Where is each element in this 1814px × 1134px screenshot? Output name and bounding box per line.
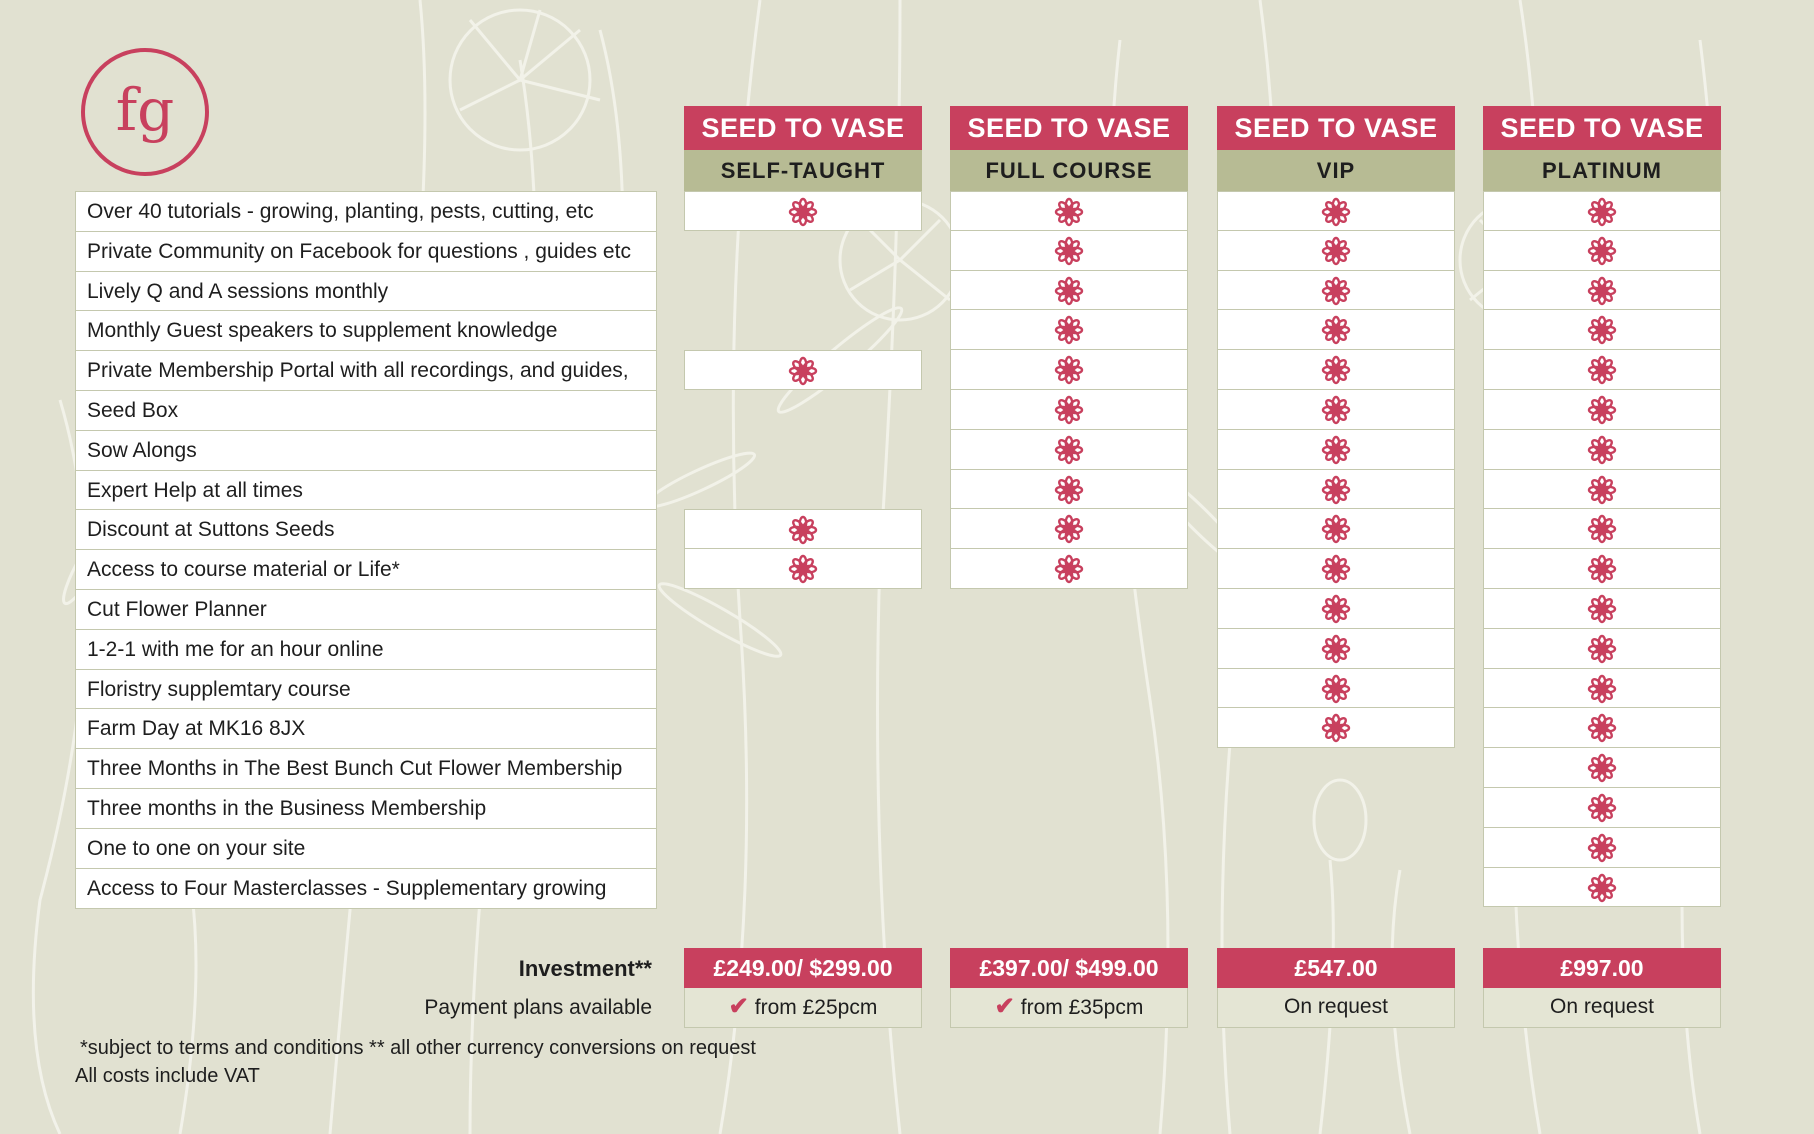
flower-icon <box>1054 355 1084 385</box>
included-cell <box>1483 629 1721 669</box>
flower-icon <box>1321 514 1351 544</box>
included-cell <box>1483 589 1721 629</box>
included-cell <box>950 430 1188 470</box>
flower-icon <box>1587 713 1617 743</box>
flower-icon <box>1587 475 1617 505</box>
payment-plans-label: Payment plans available <box>424 996 652 1019</box>
flower-icon <box>1321 634 1351 664</box>
included-cell <box>1217 549 1455 589</box>
flower-icon <box>1587 315 1617 345</box>
flower-icon <box>1054 475 1084 505</box>
flower-icon <box>1587 236 1617 266</box>
flower-icon <box>1587 594 1617 624</box>
flower-icon <box>1587 276 1617 306</box>
flower-icon <box>1587 395 1617 425</box>
feature-row: Cut Flower Planner <box>76 590 656 630</box>
flower-icon <box>1321 236 1351 266</box>
plan-price: £997.00 <box>1483 948 1721 988</box>
plan-payment-text: On request <box>1550 995 1654 1018</box>
plan-price: £249.00/ $299.00 <box>684 948 922 988</box>
included-cell <box>1217 669 1455 709</box>
flower-icon <box>1587 554 1617 584</box>
included-cell <box>684 549 922 589</box>
plan-price: £547.00 <box>1217 948 1455 988</box>
included-cell <box>1483 350 1721 390</box>
included-cell <box>1483 390 1721 430</box>
included-cell <box>950 509 1188 549</box>
included-cell <box>950 390 1188 430</box>
plan-payment-text: from £35pcm <box>1020 996 1144 1019</box>
flower-icon <box>1321 554 1351 584</box>
included-cell <box>1217 390 1455 430</box>
flower-icon <box>1587 197 1617 227</box>
investment-label: Investment** <box>518 956 652 981</box>
flower-icon <box>1054 395 1084 425</box>
feature-row: Discount at Suttons Seeds <box>76 510 656 550</box>
included-cell <box>1483 430 1721 470</box>
flower-icon <box>788 515 818 545</box>
feature-row: Floristry supplemtary course <box>76 670 656 710</box>
feature-row: Expert Help at all times <box>76 471 656 511</box>
included-cell <box>1483 708 1721 748</box>
plan-subtitle: FULL COURSE <box>950 150 1188 191</box>
included-cell <box>1217 310 1455 350</box>
feature-row: 1-2-1 with me for an hour online <box>76 630 656 670</box>
feature-row: Monthly Guest speakers to supplement knowledge <box>76 311 656 351</box>
included-cell <box>950 470 1188 510</box>
included-cell <box>1217 231 1455 271</box>
feature-row: Three months in the Business Membership <box>76 789 656 829</box>
flower-icon <box>1587 833 1617 863</box>
included-cell <box>950 191 1188 231</box>
included-cell <box>1217 589 1455 629</box>
included-cell <box>1483 231 1721 271</box>
plan-title: SEED TO VASE <box>1217 106 1455 150</box>
flower-icon <box>1321 435 1351 465</box>
included-cell <box>1483 470 1721 510</box>
plan-column-platinum <box>1483 106 1721 907</box>
flower-icon <box>788 356 818 386</box>
flower-icon <box>788 197 818 227</box>
flower-icon <box>1321 355 1351 385</box>
included-cell <box>1483 748 1721 788</box>
included-cell <box>1483 549 1721 589</box>
flower-icon <box>1587 873 1617 903</box>
flower-icon <box>1587 355 1617 385</box>
included-cell <box>1217 350 1455 390</box>
included-cell <box>1217 271 1455 311</box>
flower-icon <box>1321 395 1351 425</box>
included-cell <box>950 271 1188 311</box>
plan-payment-text: from £25pcm <box>754 996 878 1019</box>
included-cell <box>684 191 922 231</box>
flower-icon <box>1587 793 1617 823</box>
flower-icon <box>1587 634 1617 664</box>
feature-row: Seed Box <box>76 391 656 431</box>
fg-logo <box>79 46 211 178</box>
plan-subtitle: PLATINUM <box>1483 150 1721 191</box>
plan-title: SEED TO VASE <box>950 106 1188 150</box>
included-cell <box>950 310 1188 350</box>
included-cell <box>1483 868 1721 908</box>
feature-row: Sow Alongs <box>76 431 656 471</box>
included-cell <box>1483 669 1721 709</box>
included-cell <box>1483 310 1721 350</box>
flower-icon <box>1587 435 1617 465</box>
feature-row: Private Community on Facebook for questions , guides etc <box>76 232 656 272</box>
plan-title: SEED TO VASE <box>684 106 922 150</box>
included-cell <box>1483 828 1721 868</box>
footnote-vat: All costs include VAT <box>75 1065 260 1087</box>
plan-cells <box>950 191 1188 907</box>
plan-column-full course <box>950 106 1188 907</box>
footnote-terms: *subject to terms and conditions ** all other currency conversions on request <box>80 1037 756 1059</box>
plan-payment-text: On request <box>1284 995 1388 1018</box>
feature-row: Farm Day at MK16 8JX <box>76 709 656 749</box>
flower-icon <box>1054 554 1084 584</box>
included-cell <box>1483 509 1721 549</box>
plan-subtitle: VIP <box>1217 150 1455 191</box>
included-cell <box>1483 788 1721 828</box>
plan-column-vip <box>1217 106 1455 907</box>
included-cell <box>1217 629 1455 669</box>
included-cell <box>1217 191 1455 231</box>
flower-icon <box>1587 753 1617 783</box>
plan-payment <box>1217 988 1455 1028</box>
plan-payment <box>684 988 922 1028</box>
feature-row: Over 40 tutorials - growing, planting, pests, cutting, etc <box>76 192 656 232</box>
included-cell <box>684 509 922 549</box>
included-cell <box>950 549 1188 589</box>
svg-text:fg: fg <box>115 76 175 144</box>
plan-subtitle: SELF-TAUGHT <box>684 150 922 191</box>
feature-row: Private Membership Portal with all recordings, and guides, <box>76 351 656 391</box>
included-cell <box>950 350 1188 390</box>
check-icon: ✔ <box>994 993 1015 1020</box>
included-cell <box>1217 708 1455 748</box>
feature-row: Three Months in The Best Bunch Cut Flower Membership <box>76 749 656 789</box>
flower-icon <box>1054 315 1084 345</box>
flower-icon <box>1054 197 1084 227</box>
flower-icon <box>1321 713 1351 743</box>
flower-icon <box>1054 435 1084 465</box>
feature-row: Access to course material or Life* <box>76 550 656 590</box>
plan-payment <box>1483 988 1721 1028</box>
plan-cells <box>1483 191 1721 907</box>
flower-icon <box>1054 276 1084 306</box>
plan-title: SEED TO VASE <box>1483 106 1721 150</box>
flower-icon <box>1587 514 1617 544</box>
flower-icon <box>788 554 818 584</box>
flower-icon <box>1321 276 1351 306</box>
plan-column-self-taught <box>684 106 922 907</box>
flower-icon <box>1054 514 1084 544</box>
feature-list <box>75 191 657 909</box>
flower-icon <box>1321 674 1351 704</box>
plan-cells <box>1217 191 1455 907</box>
included-cell <box>1217 470 1455 510</box>
feature-row: One to one on your site <box>76 829 656 869</box>
feature-row: Lively Q and A sessions monthly <box>76 272 656 312</box>
flower-icon <box>1321 315 1351 345</box>
plan-price: £397.00/ $499.00 <box>950 948 1188 988</box>
feature-row: Access to Four Masterclasses - Supplementary growing <box>87 876 607 900</box>
included-cell <box>684 350 922 390</box>
check-icon: ✔ <box>728 993 749 1020</box>
flower-icon <box>1587 674 1617 704</box>
flower-icon <box>1054 236 1084 266</box>
included-cell <box>1217 509 1455 549</box>
included-cell <box>1217 430 1455 470</box>
flower-icon <box>1321 475 1351 505</box>
plan-cells <box>684 191 922 907</box>
flower-icon <box>1321 197 1351 227</box>
flower-icon <box>1321 594 1351 624</box>
included-cell <box>950 231 1188 271</box>
plan-payment <box>950 988 1188 1028</box>
included-cell <box>1483 191 1721 231</box>
included-cell <box>1483 271 1721 311</box>
